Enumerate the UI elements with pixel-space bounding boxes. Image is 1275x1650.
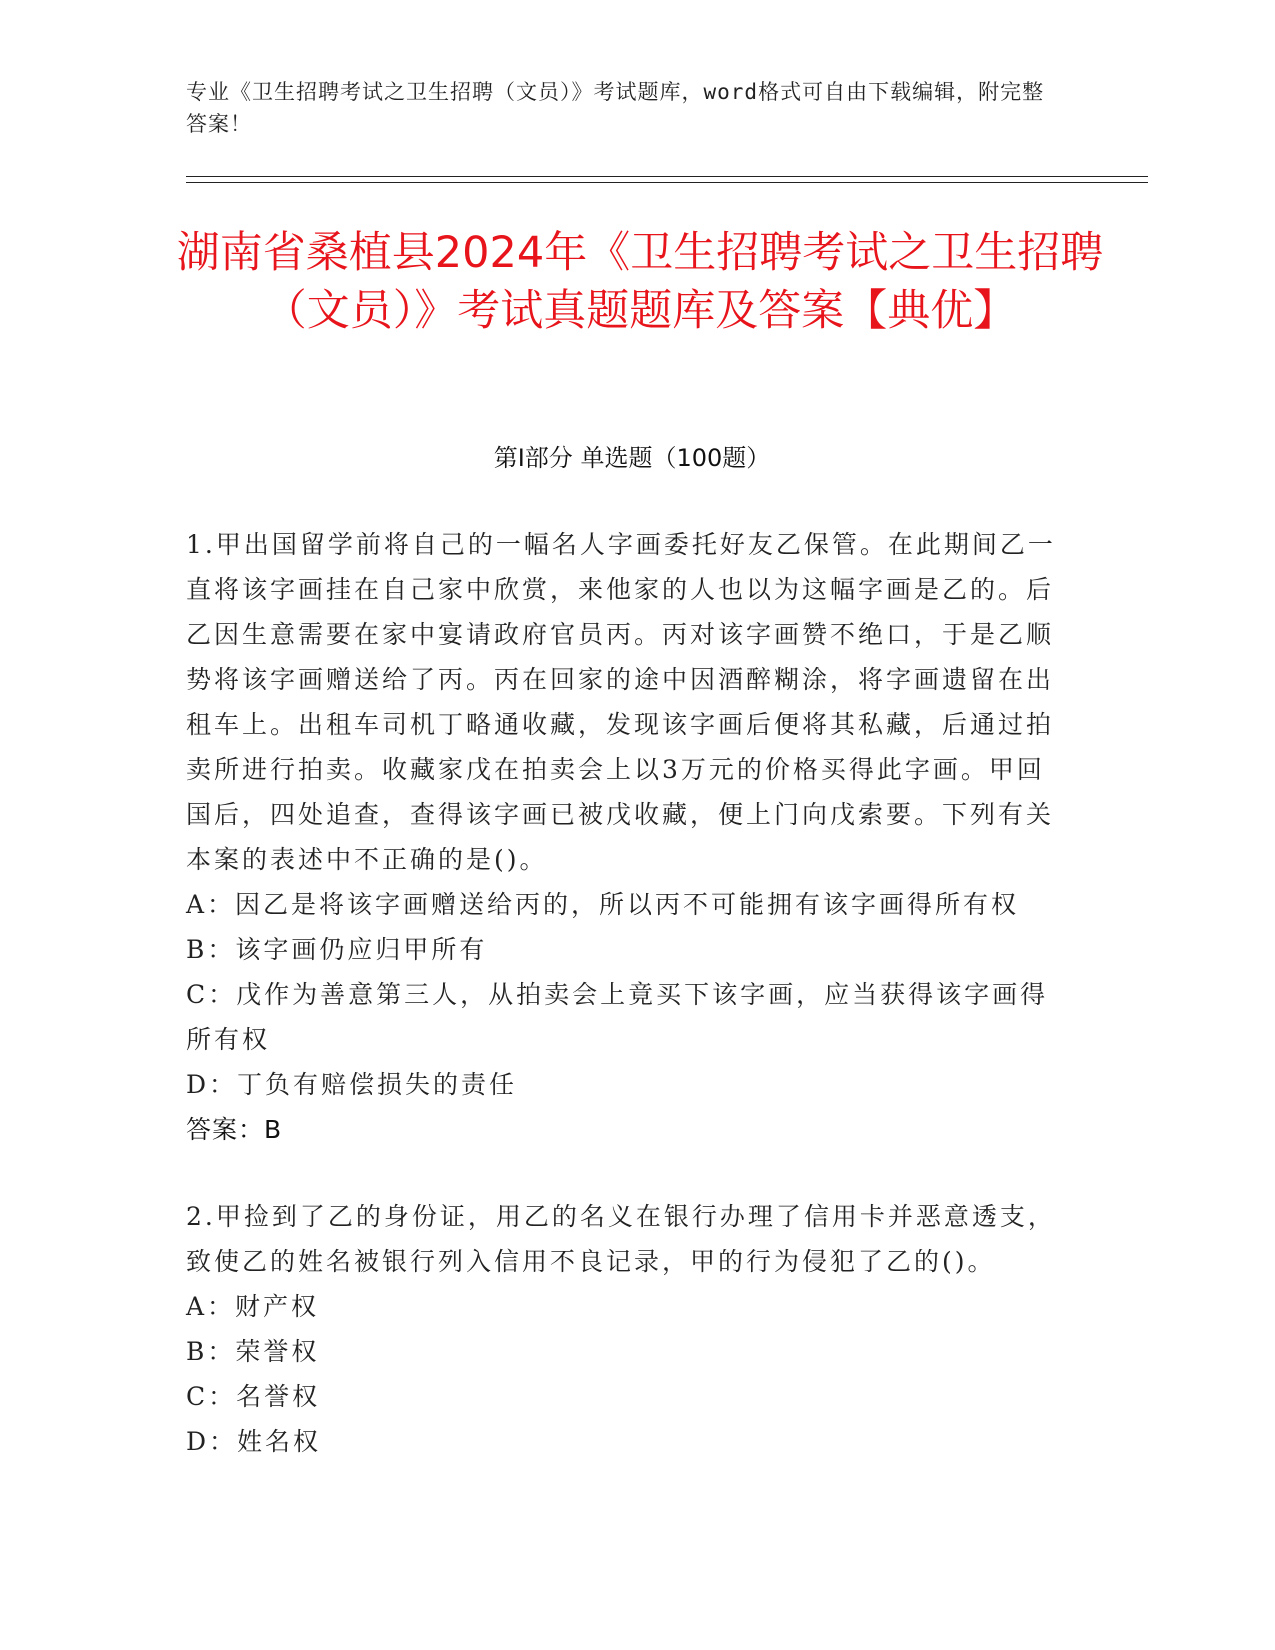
question-2	[186, 1194, 1066, 1464]
option-c: C：戊作为善意第三人，从拍卖会上竟买下该字画，应当获得该字画得所有权	[186, 980, 1049, 1054]
question-stem: 1.甲出国留学前将自己的一幅名人字画委托好友乙保管。在此期间乙一直将该字画挂在自己家中欣赏，来他家的人也以为这幅字画是乙的。后乙因生意需要在家中宴请政府官员丙。丙对该字画赞不绝口，于是乙顺势将该字画赠送给了丙。丙在回家的途中因酒醉糊涂，将字画遗留在出租车上。出租车司机丁略通收藏，发现该字画后便将其私藏，后通过拍卖所进行拍卖。收藏家戊在拍卖会上以3万元的价格买得此字画。甲回国后，四处追查，查得该字画已被戊收藏，便上门向戊索要。下列有关本案的表述中不正确的是()。	[186, 530, 1056, 874]
answer-line: 答案：B	[186, 1115, 283, 1144]
option-a: A：财产权	[186, 1292, 320, 1321]
header-note: 专业《卫生招聘考试之卫生招聘（文员）》考试题库，word格式可自由下载编辑，附完整答案！	[186, 80, 1045, 136]
option-d: D：姓名权	[186, 1427, 322, 1456]
option-c: C：名誉权	[186, 1382, 321, 1411]
question-1	[186, 522, 1066, 1152]
option-b: B：该字画仍应归甲所有	[186, 935, 488, 964]
question-stem: 2.甲捡到了乙的身份证，用乙的名义在银行办理了信用卡并恶意透支，致使乙的姓名被银行列入信用不良记录，甲的行为侵犯了乙的()。	[186, 1202, 1056, 1276]
header-divider-top	[186, 176, 1148, 177]
question-list	[186, 522, 1066, 1464]
option-a: A：因乙是将该字画赠送给丙的，所以丙不可能拥有该字画得所有权	[186, 890, 1020, 919]
document-title: 湖南省桑植县2024年《卫生招聘考试之卫生招聘（文员）》考试真题题库及答案【典优】	[176, 228, 1104, 336]
option-d: D：丁负有赔偿损失的责任	[186, 1070, 518, 1099]
section-heading: 第I部分 单选题（100题）	[493, 444, 771, 472]
option-b: B：荣誉权	[186, 1337, 320, 1366]
header-divider-bottom	[186, 182, 1148, 183]
